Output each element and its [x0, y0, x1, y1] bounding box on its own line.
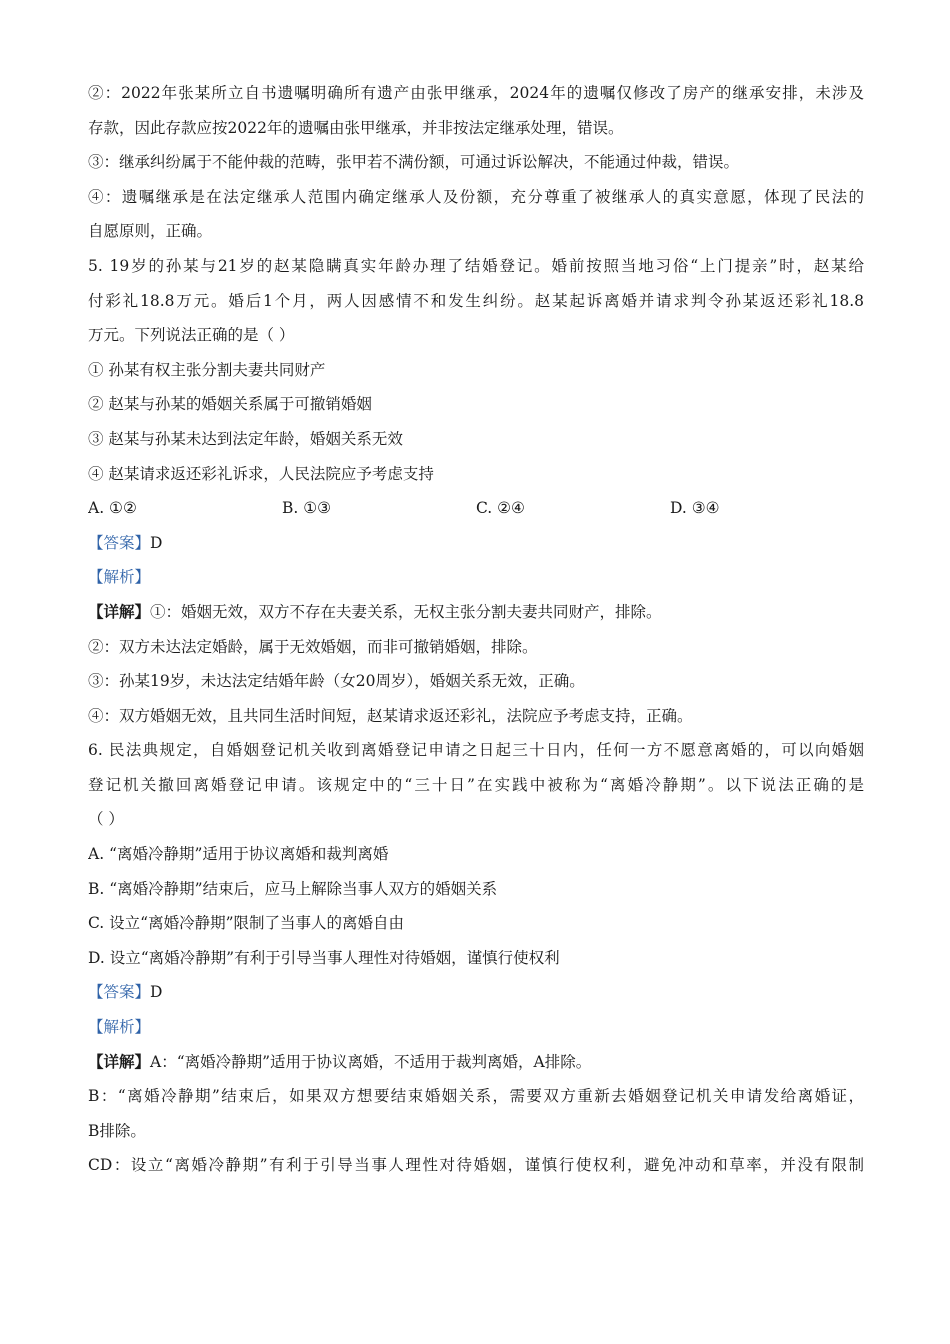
text-line	[88, 526, 864, 561]
line-text: ①：婚姻无效，双方不存在夫妻关系，无权主张分割夫妻共同财产，排除。	[150, 602, 662, 621]
line-text: ④：遗嘱继承是在法定继承人范围内确定继承人及份额，充分尊重了被继承人的真实意愿，体现了民法的	[88, 187, 864, 206]
line-text: ② 赵某与孙某的婚姻关系属于可撤销婚姻	[88, 395, 372, 414]
line-text: 5. 19岁的孙某与21岁的赵某隐瞒真实年龄办理了结婚登记。婚前按照当地习俗“上门提亲”时，赵某给	[88, 256, 864, 275]
answer-option: D. ③④	[670, 499, 720, 518]
text-line	[88, 595, 864, 630]
answer-option: B. ①③	[282, 499, 332, 518]
text-line	[88, 1148, 864, 1183]
text-line	[88, 1114, 864, 1149]
line-text: 6. 民法典规定，自婚姻登记机关收到离婚登记申请之日起三十日内，任何一方不愿意离婚的，可以向婚姻	[88, 741, 864, 760]
text-line	[88, 353, 864, 388]
detail-label: 【详解】	[88, 601, 151, 621]
text-line	[88, 457, 864, 492]
text-line	[88, 1010, 864, 1045]
text-line	[88, 802, 864, 837]
line-text: B排除。	[88, 1121, 146, 1140]
line-text: ②：2022年张某所立自书遗嘱明确所有遗产由张甲继承，2024年的遗嘱仅修改了房产的继承安排，未涉及	[88, 84, 864, 102]
text-line	[88, 664, 864, 699]
line-text: ③：继承纠纷属于不能仲裁的范畴，张甲若不满份额，可通过诉讼解决，不能通过仲裁，错误。	[88, 153, 740, 172]
section-label: 【答案】	[88, 983, 151, 1002]
text-line	[88, 249, 864, 284]
document-body	[88, 76, 864, 1183]
answer-option: A. ①②	[88, 499, 137, 518]
text-line	[88, 111, 864, 146]
text-line	[88, 318, 864, 353]
line-text: 登记机关撤回离婚登记申请。该规定中的“三十日”在实践中被称为“离婚冷静期”。以下说法正确的是	[88, 775, 864, 794]
text-line	[88, 768, 864, 803]
line-text: 万元。下列说法正确的是（ ）	[88, 326, 295, 345]
text-line	[88, 387, 864, 422]
answer-option: C. ②④	[476, 499, 525, 518]
text-line	[88, 422, 864, 457]
section-label: 【答案】	[88, 533, 151, 552]
section-label: 【解析】	[88, 568, 151, 587]
line-text: C. 设立“离婚冷静期”限制了当事人的离婚自由	[88, 914, 405, 933]
text-line	[88, 560, 864, 595]
answer-options	[88, 491, 864, 526]
line-text: D	[150, 983, 163, 1002]
line-text: ③ 赵某与孙某未达到法定年龄，婚姻关系无效	[88, 429, 403, 448]
line-text: ① 孙某有权主张分割夫妻共同财产	[88, 360, 326, 379]
line-text: D. 设立“离婚冷静期”有利于引导当事人理性对待婚姻，谨慎行使权利	[88, 948, 560, 967]
text-line	[88, 284, 864, 319]
text-line	[88, 1079, 864, 1114]
line-text: CD：设立“离婚冷静期”有利于引导当事人理性对待婚姻，谨慎行使权利，避免冲动和草率，并没有限制	[88, 1156, 864, 1175]
section-label: 【解析】	[88, 1018, 151, 1037]
text-line	[88, 733, 864, 768]
line-text: B：“离婚冷静期”结束后，如果双方想要结束婚姻关系，需要双方重新去婚姻登记机关申请发给离婚证，	[88, 1087, 864, 1106]
text-line	[88, 145, 864, 180]
text-line	[88, 906, 864, 941]
text-line	[88, 214, 864, 249]
line-text: A：“离婚冷静期”适用于协议离婚，不适用于裁判离婚，A排除。	[150, 1052, 592, 1071]
line-text: ④ 赵某请求返还彩礼诉求，人民法院应予考虑支持	[88, 464, 434, 483]
text-line	[88, 76, 864, 111]
line-text: B. “离婚冷静期”结束后，应马上解除当事人双方的婚姻关系	[88, 879, 498, 898]
line-text: ④：双方婚姻无效，且共同生活时间短，赵某请求返还彩礼，法院应予考虑支持，正确。	[88, 706, 693, 725]
text-line	[88, 180, 864, 215]
text-line	[88, 630, 864, 665]
line-text: D	[150, 533, 163, 552]
line-text: ②：双方未达法定婚龄，属于无效婚姻，而非可撤销婚姻，排除。	[88, 637, 538, 656]
line-text: ③：孙某19岁，未达法定结婚年龄（女20周岁），婚姻关系无效，正确。	[88, 672, 585, 691]
line-text: （ ）	[88, 810, 124, 829]
text-line	[88, 699, 864, 734]
text-line	[88, 872, 864, 907]
line-text: 付彩礼18.8万元。婚后1个月，两人因感情不和发生纠纷。赵某起诉离婚并请求判令孙某返还彩礼18.8	[88, 291, 864, 310]
line-text: 存款，因此存款应按2022年的遗嘱由张甲继承，并非按法定继承处理，错误。	[88, 118, 624, 137]
line-text: 自愿原则，正确。	[88, 222, 213, 241]
text-line	[88, 837, 864, 872]
text-line	[88, 941, 864, 976]
text-line	[88, 1045, 864, 1080]
text-line	[88, 975, 864, 1010]
detail-label: 【详解】	[88, 1051, 151, 1071]
line-text: A. “离婚冷静期”适用于协议离婚和裁判离婚	[88, 845, 389, 864]
